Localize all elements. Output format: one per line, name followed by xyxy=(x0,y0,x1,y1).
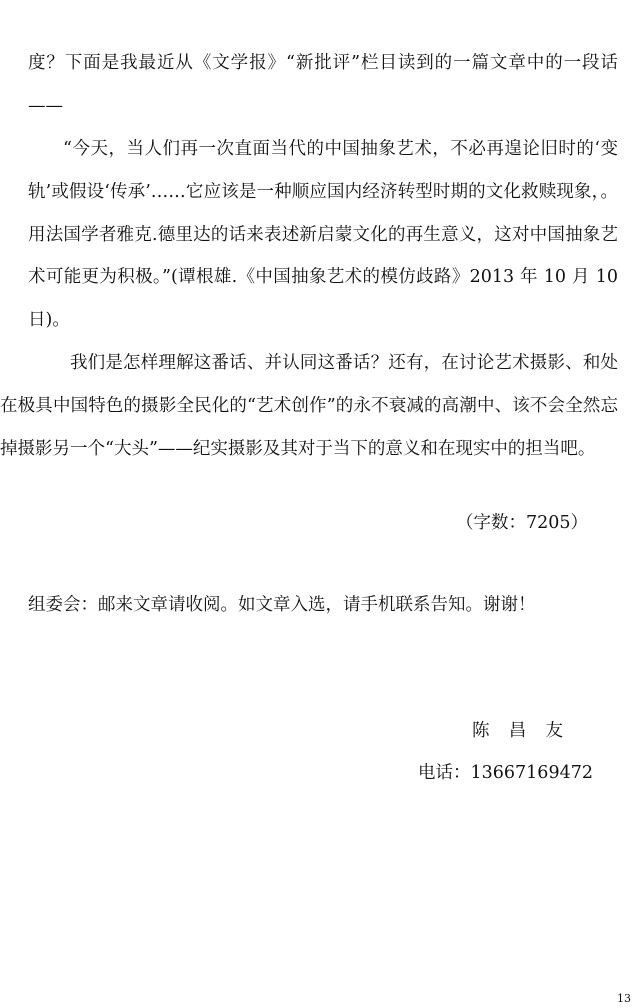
author-name: 陈昌友 xyxy=(472,721,583,741)
author-phone: 电话：13667169472 xyxy=(418,763,593,783)
paragraph-2-quote: “今天，当人们再一次直面当代的中国抽象艺术，不必再遑论旧时的‘变轨’或假设‘传承’……它应该是一种顺应国内经济转型时期的文化救赎现象，。用法国学者雅克.德里达的话来表述新启蒙文化的再生意义，这对中国抽象艺术可能更为积极。”(谭根雄.《中国抽象艺术的模仿歧路》2013 年 10 月 10 日)。 xyxy=(28,139,618,331)
page-number: 13 xyxy=(617,992,631,1005)
paragraph-3: 我们是怎样理解这番话、并认同这番话？还有，在讨论艺术摄影、和处在极具中国特色的摄影全民化的“艺术创作”的永不衰减的高潮中、该不会全然忘掉摄影另一个“大头”——纪实摄影及其对于当下的意义和在现实中的担当吧。 xyxy=(0,353,618,459)
word-count: （字数：7205） xyxy=(455,513,588,533)
paragraph-1: 度？下面是我最近从《文学报》“新批评”栏目读到的一篇文章中的一段话—— xyxy=(28,53,618,116)
committee-notice: 组委会：邮来文章请收阅。如文章入选，请手机联系告知。谢谢！ xyxy=(28,595,536,615)
